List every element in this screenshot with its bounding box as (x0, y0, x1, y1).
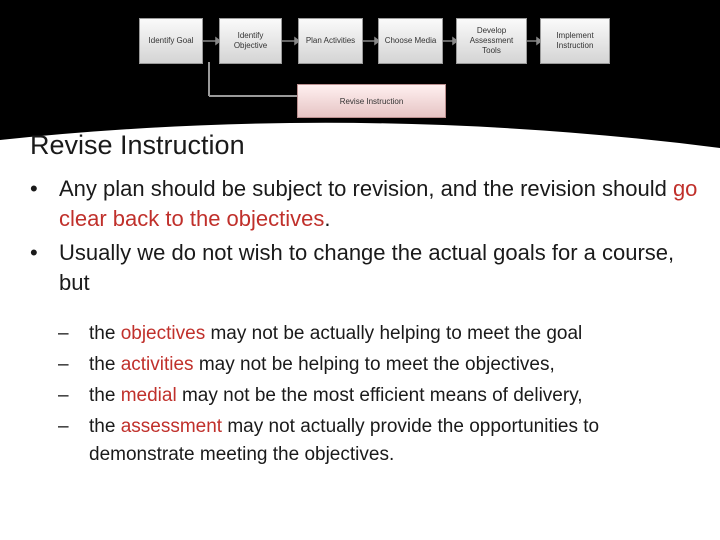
sub-bullet-highlight: objectives (120, 323, 206, 344)
sub-bullet-item (58, 413, 698, 469)
bullet-text: Any plan should be subject to revision, and the revision should (59, 176, 673, 201)
bullet-text-end: . (324, 206, 331, 231)
sub-bullet-text: the (89, 385, 121, 406)
dash-marker: – (58, 385, 69, 406)
step-plan-activities (298, 18, 363, 64)
bullet-marker: • (30, 240, 38, 265)
sub-bullet-highlight: activities (120, 354, 194, 375)
sub-bullet-text: the (89, 354, 121, 375)
bullet-marker: • (30, 176, 38, 201)
sub-bullet-text: the (89, 416, 121, 437)
sub-bullet-highlight: medial (120, 385, 177, 406)
sub-bullet-highlight: assessment (120, 416, 223, 437)
bullet-list (30, 174, 710, 302)
dash-marker: – (58, 354, 69, 375)
sub-bullet-list (58, 320, 698, 472)
sub-bullet-item (58, 320, 698, 348)
step-label: Choose Media (384, 36, 437, 45)
step-develop-assessment-tools (456, 18, 527, 64)
dash-marker: – (58, 323, 69, 344)
sub-bullet-text-end: may not be the most efficient means of delivery, (176, 385, 583, 406)
step-identify-goal (139, 18, 203, 64)
slide-title: Revise Instruction (30, 130, 245, 160)
sub-bullet-item (58, 351, 698, 379)
step-label: Identify Objective (233, 31, 268, 50)
bullet-item (30, 238, 710, 298)
step-label: Identify Goal (148, 36, 194, 45)
bullet-item (30, 174, 710, 234)
step-label: Implement Instruction (556, 31, 594, 50)
step-choose-media (378, 18, 443, 64)
sub-bullet-text-end: may not actually provide the opportunities to demonstrate meeting the objectives. (89, 416, 600, 465)
step-revise-instruction (297, 84, 446, 118)
sub-bullet-text-end: may not be helping to meet the objectives, (193, 354, 555, 375)
sub-bullet-item (58, 382, 698, 410)
dash-marker: – (58, 416, 69, 437)
bullet-text: Usually we do not wish to change the actual goals for a course, but (59, 240, 675, 295)
step-label: Revise Instruction (339, 96, 404, 106)
sub-bullet-text-end: may not be actually helping to meet the goal (205, 323, 583, 344)
sub-bullet-text: the (89, 323, 121, 344)
step-implement-instruction (540, 18, 610, 64)
step-label: Plan Activities (305, 36, 356, 45)
bullet-highlight: go clear back to the objectives (59, 176, 698, 231)
step-identify-objective (219, 18, 282, 64)
step-label: Develop Assessment Tools (469, 26, 514, 55)
